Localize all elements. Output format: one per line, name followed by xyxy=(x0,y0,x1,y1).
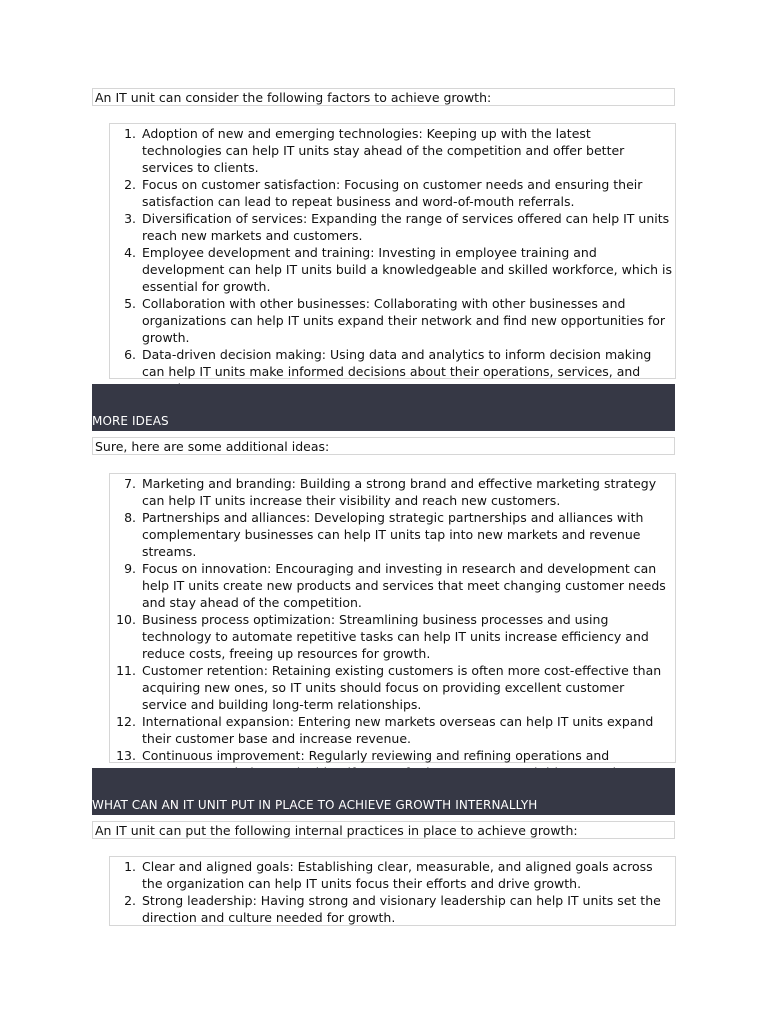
list-item xyxy=(114,611,673,662)
list-item xyxy=(114,295,673,346)
item-number: 10. xyxy=(116,612,136,627)
list-item xyxy=(114,244,673,295)
section2-heading-band xyxy=(92,384,675,431)
section3-heading: WHAT CAN AN IT UNIT PUT IN PLACE TO ACHIEVE GROWTH INTERNALLYH xyxy=(92,798,538,812)
item-text: Collaboration with other businesses: Collaborating with other businesses and organizations can help IT units expand their network and find new opportunities for growth. xyxy=(142,296,666,345)
item-number: 3. xyxy=(124,211,136,226)
list-item xyxy=(114,125,673,176)
item-text: Strong leadership: Having strong and visionary leadership can help IT units set the direction and culture needed for growth. xyxy=(142,893,661,925)
item-text: Clear and aligned goals: Establishing clear, measurable, and aligned goals across the organization can help IT units focus their efforts and drive growth. xyxy=(142,859,653,891)
list-item xyxy=(114,713,673,747)
item-number: 6. xyxy=(124,347,136,362)
section2-heading: MORE IDEAS xyxy=(92,414,169,428)
list-item xyxy=(114,176,673,210)
list-item xyxy=(114,662,673,713)
item-text: Adoption of new and emerging technologies: Keeping up with the latest technologies can help IT units stay ahead of the competition and offer better services to clients. xyxy=(142,126,625,175)
item-text: Focus on customer satisfaction: Focusing on customer needs and ensuring their satisfaction can lead to repeat business and word-of-mouth referrals. xyxy=(142,177,643,209)
section1-intro: An IT unit can consider the following factors to achieve growth: xyxy=(92,88,675,106)
list-item xyxy=(114,509,673,560)
item-text: Marketing and branding: Building a strong brand and effective marketing strategy can help IT units increase their visibility and reach new customers. xyxy=(142,476,657,508)
item-number: 12. xyxy=(116,714,136,729)
item-number: 7. xyxy=(124,476,136,491)
item-number: 11. xyxy=(116,663,136,678)
item-number: 5. xyxy=(124,296,136,311)
section3-intro: An IT unit can put the following internal practices in place to achieve growth: xyxy=(92,821,675,839)
item-number: 1. xyxy=(124,126,136,141)
item-text: Customer retention: Retaining existing customers is often more cost-effective than acquiring new ones, so IT units should focus on providing excellent customer service and building long-term relationships. xyxy=(142,663,662,712)
list-item xyxy=(114,475,673,509)
list-item xyxy=(114,892,673,926)
section2-list xyxy=(109,473,676,763)
section1-list xyxy=(109,123,676,379)
section3-list xyxy=(109,856,676,926)
section3-heading-band xyxy=(92,768,675,815)
section2-intro: Sure, here are some additional ideas: xyxy=(92,437,675,455)
item-number: 8. xyxy=(124,510,136,525)
item-text: Focus on innovation: Encouraging and investing in research and development can help IT units create new products and services that meet changing customer needs and stay ahead of the competition. xyxy=(142,561,666,610)
item-number: 9. xyxy=(124,561,136,576)
item-number: 2. xyxy=(124,893,136,908)
item-number: 1. xyxy=(124,859,136,874)
item-number: 13. xyxy=(116,748,136,763)
list-item xyxy=(114,858,673,892)
item-text: Business process optimization: Streamlining business processes and using technology to automate repetitive tasks can help IT units increase efficiency and reduce costs, freeing up resources for growth. xyxy=(142,612,649,661)
item-number: 4. xyxy=(124,245,136,260)
item-text: Continuous improvement: Regularly reviewing and refining operations and xyxy=(142,748,610,763)
item-text: Employee development and training: Investing in employee training and development can help IT units build a knowledgeable and skilled workforce, which is essential for growth. xyxy=(142,245,672,294)
item-text: Data-driven decision making: Using data and analytics to inform decision making can help IT units make informed decisions about their operations, services, and xyxy=(142,347,652,379)
list-item xyxy=(114,210,673,244)
item-text: International expansion: Entering new markets overseas can help IT units expand their customer base and increase revenue. xyxy=(142,714,654,746)
item-text: Partnerships and alliances: Developing strategic partnerships and alliances with complementary businesses can help IT units tap into new markets and revenue streams. xyxy=(142,510,644,559)
item-number: 2. xyxy=(124,177,136,192)
item-text: Diversification of services: Expanding the range of services offered can help IT units reach new markets and customers. xyxy=(142,211,670,243)
list-item xyxy=(114,560,673,611)
